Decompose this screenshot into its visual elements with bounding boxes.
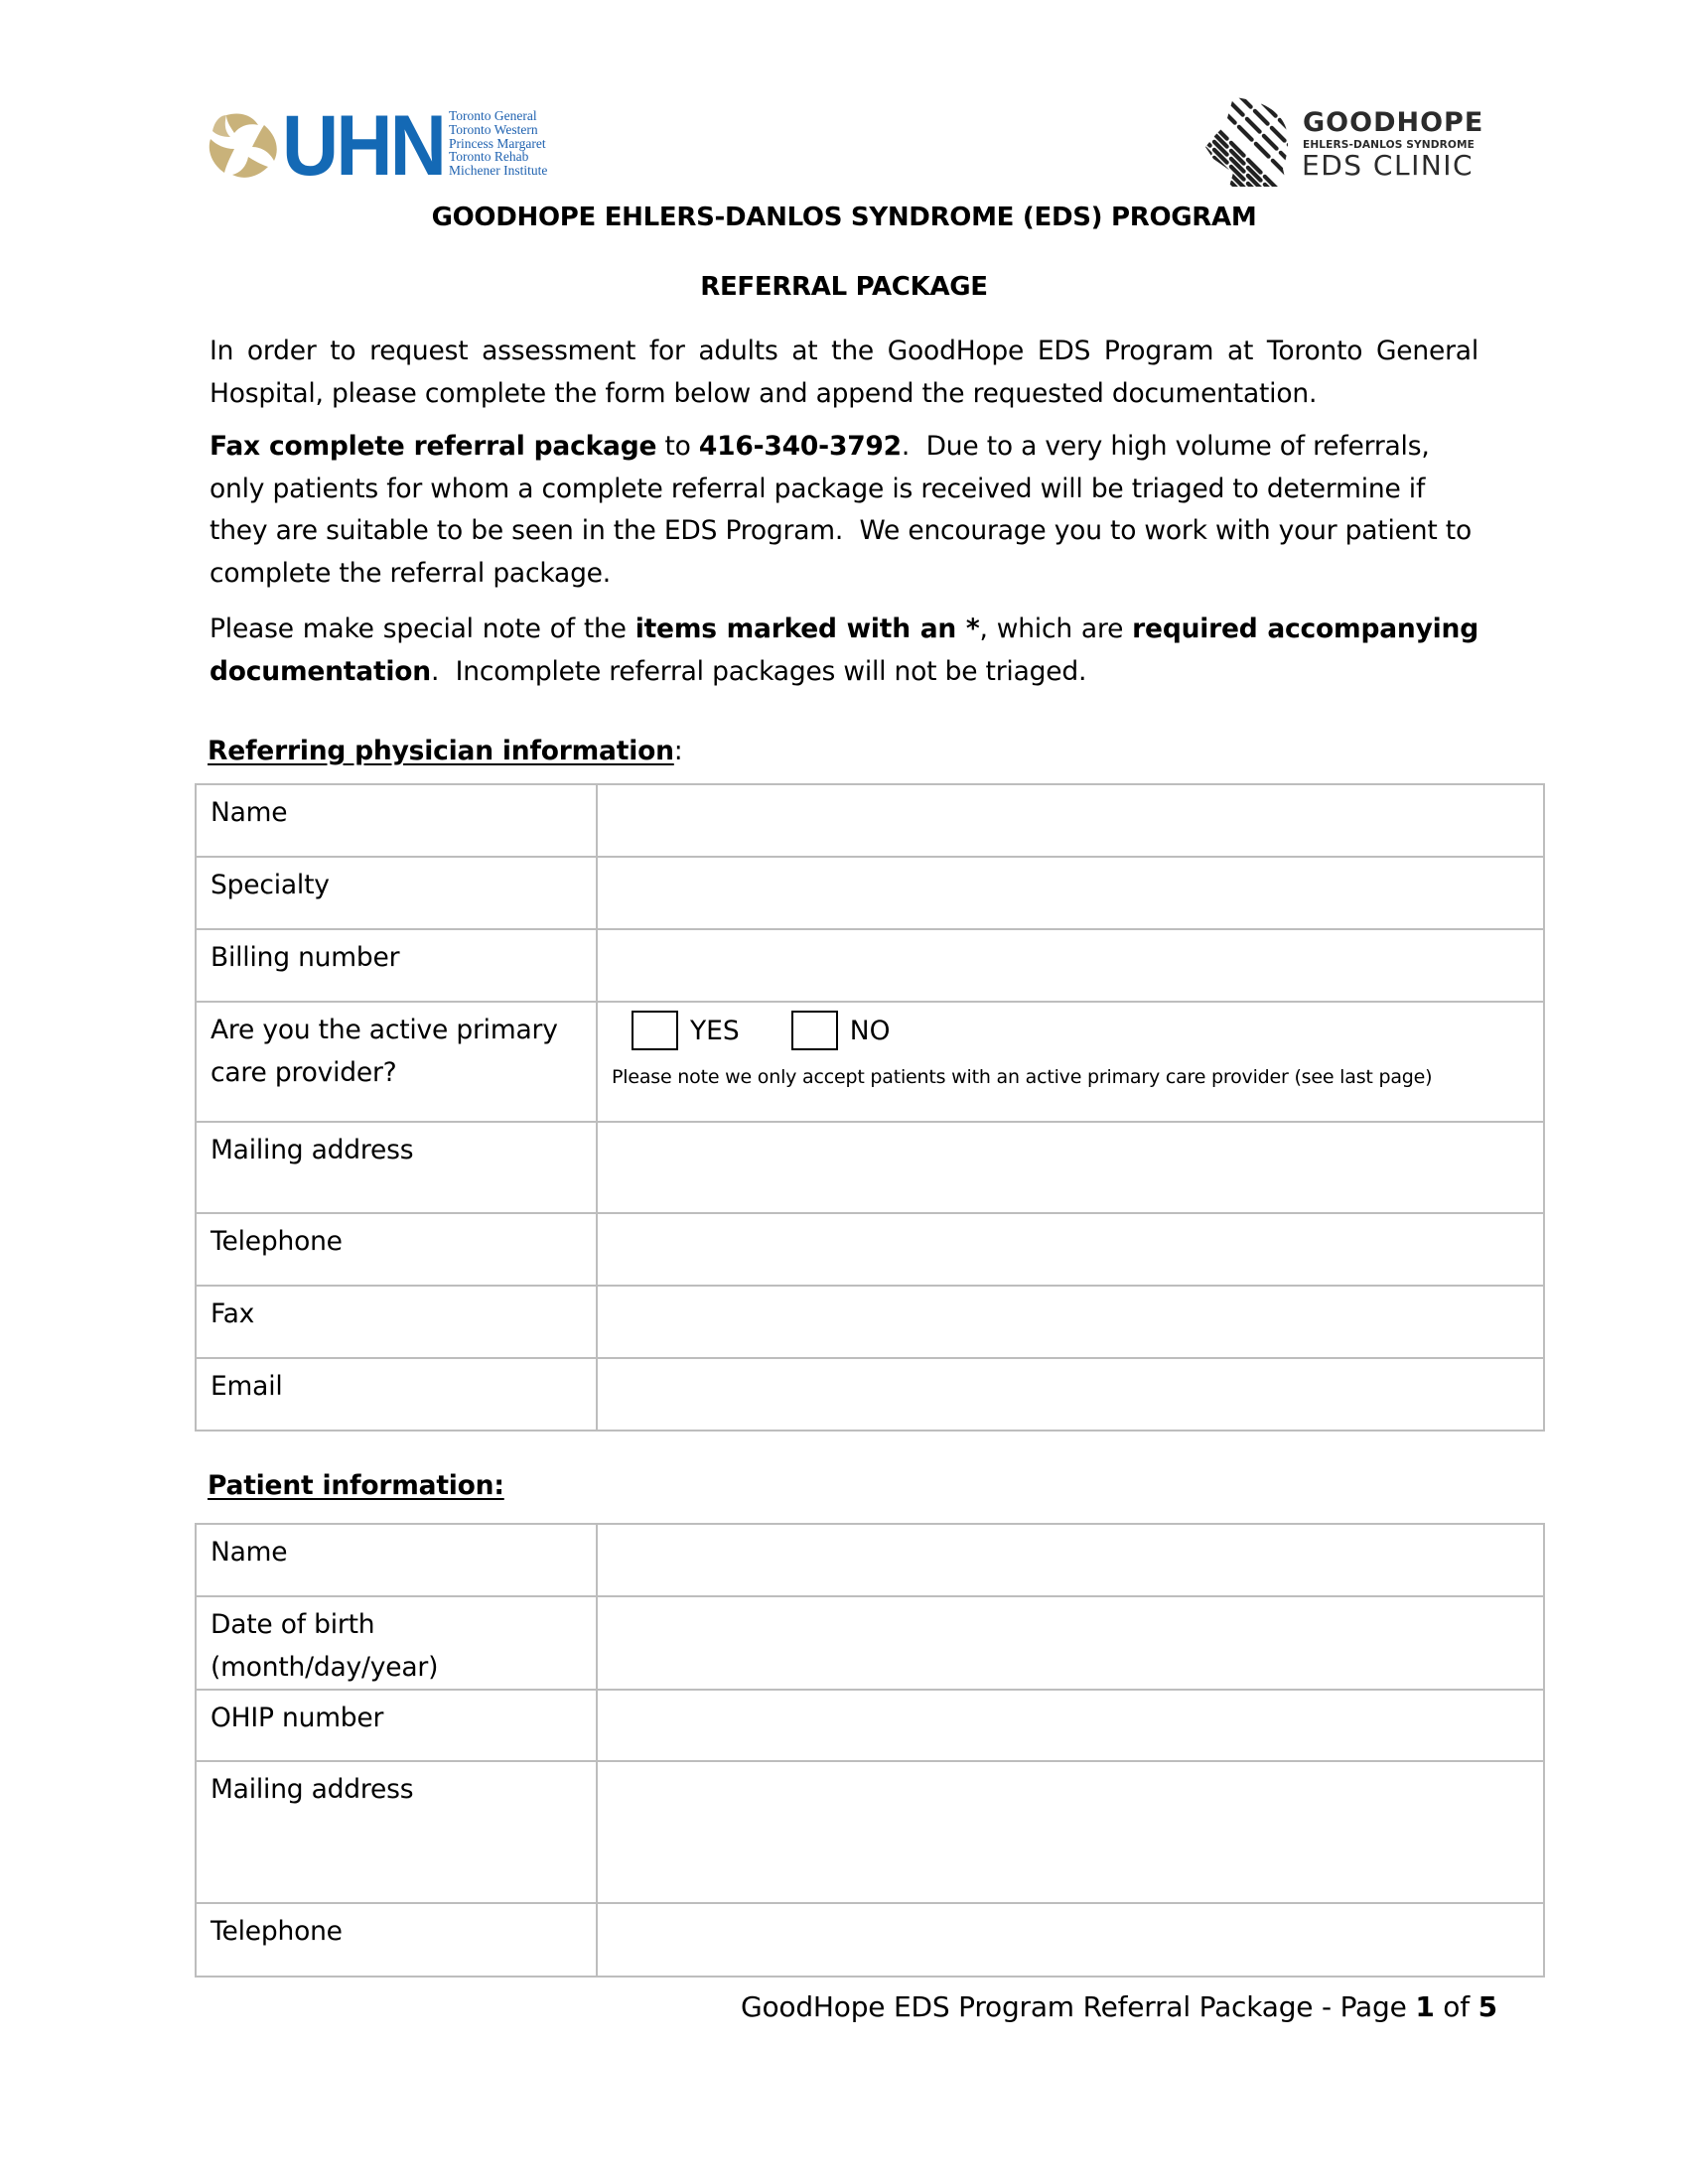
table-row (196, 1286, 1544, 1358)
ref-fax-field[interactable] (597, 1286, 1544, 1358)
uhn-site: Toronto Rehab (449, 149, 529, 165)
goodhope-subtitle: EHLERS-DANLOS SYNDROME (1303, 139, 1475, 151)
pat-ohip-field[interactable] (597, 1690, 1544, 1761)
patient-info-heading: Patient information: (208, 1470, 504, 1501)
footer-of: of (1434, 1990, 1478, 2023)
footer-text: GoodHope EDS Program Referral Package - Page (741, 1990, 1416, 2023)
uhn-site: Princess Margaret (449, 135, 546, 151)
page-subtitle: REFERRAL PACKAGE (700, 272, 988, 302)
goodhope-title: GOODHOPE (1303, 107, 1484, 138)
required-items-paragraph (210, 609, 1478, 693)
page-title: GOODHOPE EHLERS-DANLOS SYNDROME (EDS) PROGRAM (431, 203, 1257, 232)
pat-mailing-field[interactable] (597, 1761, 1544, 1903)
yes-label: YES (690, 1015, 740, 1046)
ref-mailing-field[interactable] (597, 1122, 1544, 1213)
table-row (196, 1358, 1544, 1431)
fax-instruction-bold: Fax complete referral package (210, 431, 657, 462)
ref-name-label: Name (196, 784, 597, 857)
ref-active-provider-field (597, 1002, 1544, 1122)
pat-mailing-label: Mailing address (196, 1761, 597, 1903)
fax-number: 416-340-3792 (698, 431, 902, 462)
ref-telephone-field[interactable] (597, 1213, 1544, 1286)
ref-mailing-label: Mailing address (196, 1122, 597, 1213)
footer-page-number: 1 (1415, 1990, 1435, 2023)
goodhope-logo (1203, 95, 1484, 187)
active-provider-options (632, 1011, 941, 1050)
table-row (196, 857, 1544, 929)
uhn-site: Toronto Western (449, 121, 538, 137)
ref-billing-label: Billing number (196, 929, 597, 1002)
uhn-site: Toronto General (449, 108, 537, 123)
required-text-3: . Incomplete referral packages will not be triaged. (430, 655, 1087, 687)
ref-specialty-field[interactable] (597, 857, 1544, 929)
no-checkbox[interactable] (791, 1011, 838, 1050)
table-row (196, 1002, 1544, 1122)
pat-dob-field[interactable] (597, 1596, 1544, 1690)
uhn-logo (207, 98, 564, 194)
ref-specialty-label: Specialty (196, 857, 597, 929)
uhn-wordmark: UHN (282, 98, 445, 194)
active-provider-note: Please note we only accept patients with an active primary care provider (see last page) (612, 1066, 1433, 1088)
uhn-sites-list (449, 109, 547, 178)
ref-active-provider-label: Are you the active primary care provider? (196, 1002, 597, 1122)
table-row (196, 1122, 1544, 1213)
pat-name-label: Name (196, 1524, 597, 1596)
required-items-bold: items marked with an * (634, 614, 980, 644)
ref-billing-field[interactable] (597, 929, 1544, 1002)
pat-dob-label: Date of birth (month/day/year) (196, 1596, 597, 1690)
patient-info-table (195, 1523, 1545, 1978)
table-row (196, 1596, 1544, 1690)
table-row (196, 929, 1544, 1002)
table-row (196, 1903, 1544, 1977)
table-row (196, 1761, 1544, 1903)
fax-instructions-paragraph (210, 426, 1478, 595)
intro-paragraph: In order to request assessment for adults at the GoodHope EDS Program at Toronto General Hospital, please complete the form below and append the requested documentation. (210, 336, 1478, 409)
ref-name-field[interactable] (597, 784, 1544, 857)
table-row (196, 784, 1544, 857)
uhn-site: Michener Institute (449, 163, 548, 179)
referring-physician-heading-text: Referring physician information (208, 736, 674, 766)
ref-telephone-label: Telephone (196, 1213, 597, 1286)
no-label: NO (849, 1015, 891, 1046)
required-text-1: Please make special note of the (210, 614, 635, 644)
ref-fax-label: Fax (196, 1286, 597, 1358)
uhn-emblem-icon (207, 111, 280, 181)
referring-physician-heading (208, 736, 683, 766)
referring-physician-table (195, 783, 1545, 1432)
table-row (196, 1690, 1544, 1761)
ref-email-field[interactable] (597, 1358, 1544, 1431)
pat-telephone-field[interactable] (597, 1903, 1544, 1977)
pat-telephone-label: Telephone (196, 1903, 597, 1977)
pat-name-field[interactable] (597, 1524, 1544, 1596)
fax-details-text: . Due to a very high volume of referrals, only patients for whom a complete referral package is received will be triaged to determine if they are suitable to be seen in the EDS Program. We encourage you to work with your patient to complete the referral package. (210, 431, 1480, 589)
footer-page-total: 5 (1477, 1990, 1497, 2023)
goodhope-emblem-icon (1203, 95, 1295, 187)
yes-checkbox[interactable] (632, 1011, 678, 1050)
ref-email-label: Email (196, 1358, 597, 1431)
table-row (196, 1213, 1544, 1286)
goodhope-clinic: EDS CLINIC (1302, 149, 1475, 182)
fax-to-text: to (656, 431, 699, 462)
required-text-2: , which are (979, 614, 1133, 644)
pat-ohip-label: OHIP number (196, 1690, 597, 1761)
table-row (196, 1524, 1544, 1596)
heading-colon: : (673, 736, 683, 766)
page-footer (741, 1990, 1497, 2023)
required-docs-bold: required accompanying documentation (210, 614, 1478, 687)
